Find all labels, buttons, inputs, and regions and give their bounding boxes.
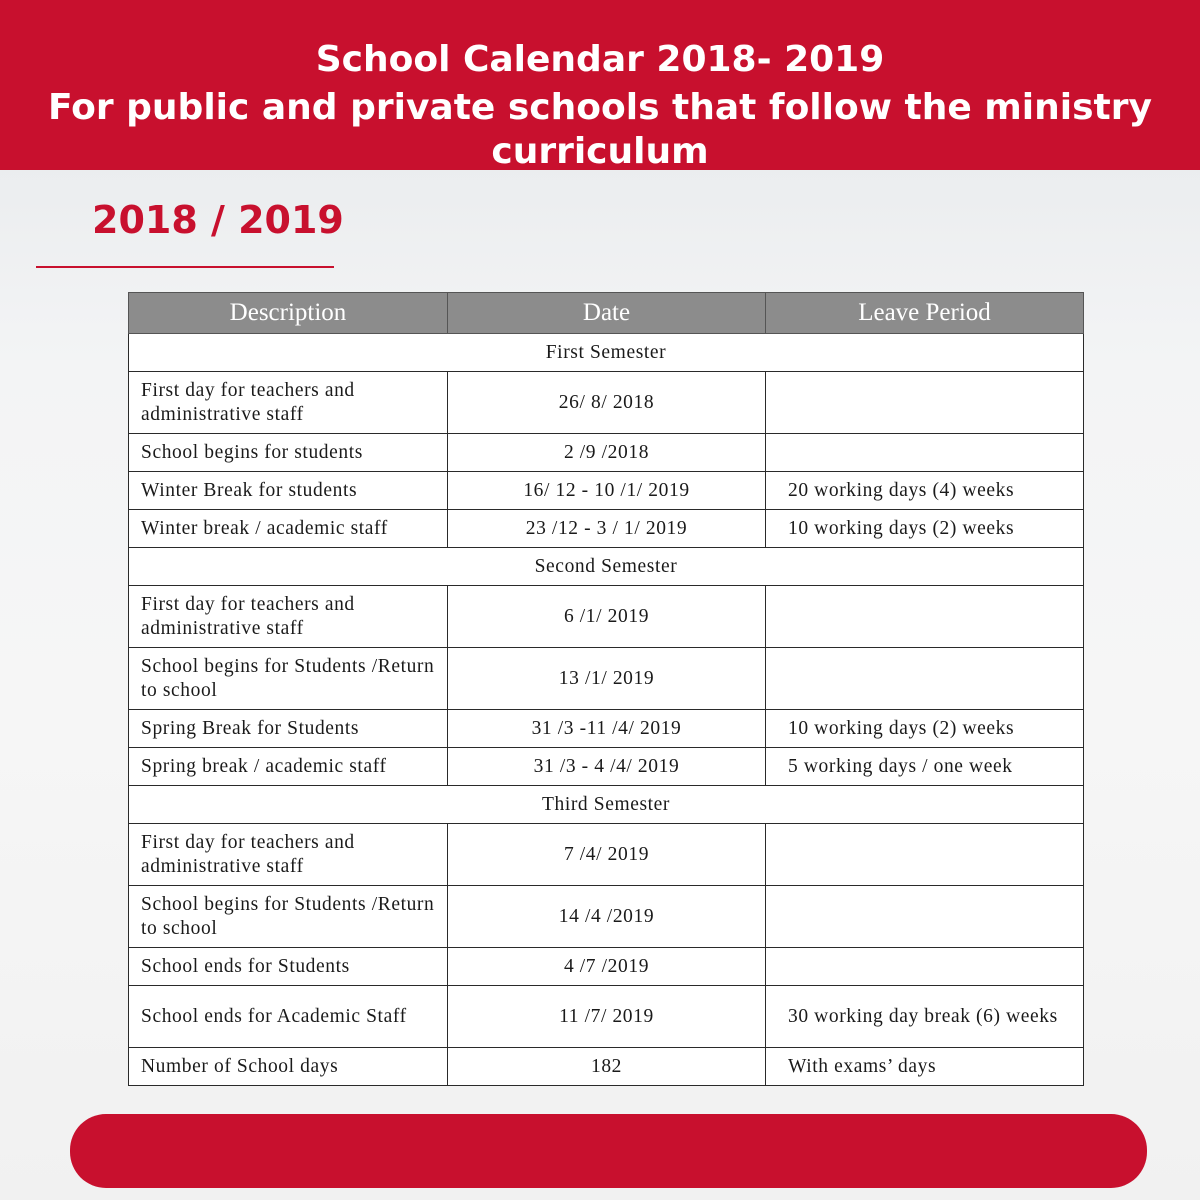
cell-leave bbox=[766, 372, 1084, 434]
cell-date: 31 /3 -11 /4/ 2019 bbox=[448, 710, 766, 748]
cell-leave: 10 working days (2) weeks bbox=[766, 710, 1084, 748]
cell-date: 23 /12 - 3 / 1/ 2019 bbox=[448, 510, 766, 548]
cell-leave bbox=[766, 886, 1084, 948]
table-row bbox=[129, 434, 1084, 472]
cell-leave: 20 working days (4) weeks bbox=[766, 472, 1084, 510]
cell-date: 11 /7/ 2019 bbox=[448, 986, 766, 1048]
cell-date: 16/ 12 - 10 /1/ 2019 bbox=[448, 472, 766, 510]
cell-description: Spring break / academic staff bbox=[129, 748, 448, 786]
cell-leave bbox=[766, 434, 1084, 472]
section-title: First Semester bbox=[129, 334, 1084, 372]
page-title: School Calendar 2018- 2019 bbox=[315, 39, 885, 80]
table-row bbox=[129, 1048, 1084, 1086]
cell-description: First day for teachers and administrative staff bbox=[129, 372, 448, 434]
column-header-description: Description bbox=[129, 293, 448, 334]
table-row bbox=[129, 710, 1084, 748]
cell-description: School begins for students bbox=[129, 434, 448, 472]
header-banner bbox=[0, 0, 1200, 170]
cell-description: School begins for Students /Return to school bbox=[129, 886, 448, 948]
cell-description: Winter Break for students bbox=[129, 472, 448, 510]
table-row bbox=[129, 886, 1084, 948]
table-row bbox=[129, 510, 1084, 548]
cell-date: 7 /4/ 2019 bbox=[448, 824, 766, 886]
cell-date: 31 /3 - 4 /4/ 2019 bbox=[448, 748, 766, 786]
column-header-leave-period: Leave Period bbox=[766, 293, 1084, 334]
table-row bbox=[129, 372, 1084, 434]
section-row bbox=[129, 334, 1084, 372]
section-title: Third Semester bbox=[129, 786, 1084, 824]
cell-leave bbox=[766, 586, 1084, 648]
cell-description: Spring Break for Students bbox=[129, 710, 448, 748]
cell-description: Winter break / academic staff bbox=[129, 510, 448, 548]
cell-leave: With exams’ days bbox=[766, 1048, 1084, 1086]
table-row bbox=[129, 824, 1084, 886]
cell-date: 26/ 8/ 2018 bbox=[448, 372, 766, 434]
cell-leave: 10 working days (2) weeks bbox=[766, 510, 1084, 548]
cell-description: School ends for Academic Staff bbox=[129, 986, 448, 1048]
cell-leave: 30 working day break (6) weeks bbox=[766, 986, 1084, 1048]
cell-description: First day for teachers and administrative staff bbox=[129, 586, 448, 648]
cell-description: First day for teachers and administrative staff bbox=[129, 824, 448, 886]
cell-leave bbox=[766, 648, 1084, 710]
cell-leave: 5 working days / one week bbox=[766, 748, 1084, 786]
cell-leave bbox=[766, 948, 1084, 986]
cell-date: 2 /9 /2018 bbox=[448, 434, 766, 472]
year-underline bbox=[36, 266, 334, 268]
cell-description: School ends for Students bbox=[129, 948, 448, 986]
table-row bbox=[129, 472, 1084, 510]
column-header-date: Date bbox=[448, 293, 766, 334]
cell-leave bbox=[766, 824, 1084, 886]
table-row bbox=[129, 986, 1084, 1048]
calendar-table bbox=[128, 292, 1084, 1086]
cell-date: 13 /1/ 2019 bbox=[448, 648, 766, 710]
footer-bar bbox=[70, 1114, 1147, 1188]
year-heading: 2018 / 2019 bbox=[92, 198, 344, 242]
table-row bbox=[129, 648, 1084, 710]
section-row bbox=[129, 786, 1084, 824]
section-row bbox=[129, 548, 1084, 586]
cell-description: Number of School days bbox=[129, 1048, 448, 1086]
table-row bbox=[129, 586, 1084, 648]
section-title: Second Semester bbox=[129, 548, 1084, 586]
cell-description: School begins for Students /Return to school bbox=[129, 648, 448, 710]
cell-date: 182 bbox=[448, 1048, 766, 1086]
table-header-row bbox=[129, 293, 1084, 334]
cell-date: 14 /4 /2019 bbox=[448, 886, 766, 948]
table-row bbox=[129, 948, 1084, 986]
table-row bbox=[129, 748, 1084, 786]
cell-date: 4 /7 /2019 bbox=[448, 948, 766, 986]
page-subtitle: For public and private schools that follow the ministry curriculum bbox=[48, 87, 1152, 172]
cell-date: 6 /1/ 2019 bbox=[448, 586, 766, 648]
